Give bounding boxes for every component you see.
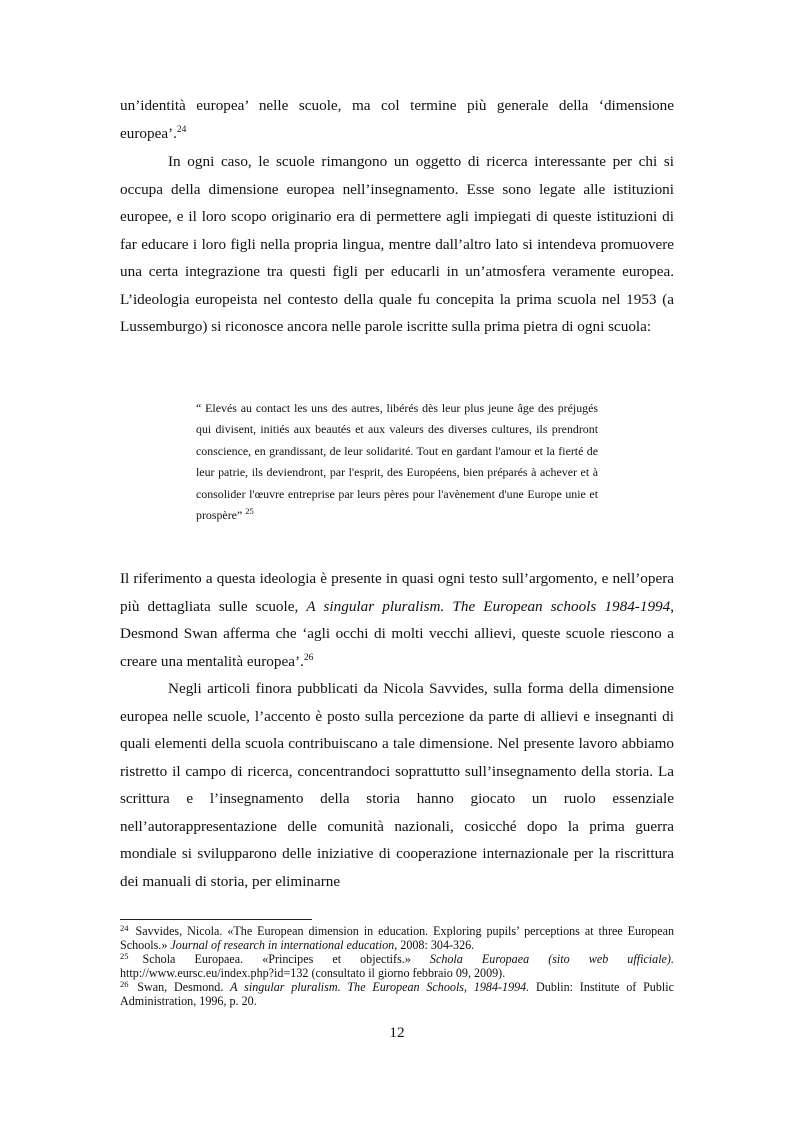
footnote-separator: [120, 919, 312, 920]
footnote-number: 24: [120, 923, 129, 933]
footnote-text-end: , 2008: 304-326.: [394, 937, 475, 952]
block-quote-text: “ Elevés au contact les uns des autres, libérés dès leur plus jeune âge des préjugés qui divisent, initiés aux beautés et aux valeurs des diverses cultures, ils prendront conscience, en grandissant, de leur solidarité. Tout en gardant l'amour et la fierté de leur patrie, ils deviendront, par l'esprit, des Européens, bien préparés à achever et à consolider l'œuvre entreprise par leurs pères pour l'avènement d'une Europe unie et prospère”: [196, 401, 598, 523]
paragraph-3-text-after: , Desmond Swan afferma che ‘agli occhi di molti vecchi allievi, queste scuole riescono a creare una mentalità europea’.: [120, 597, 675, 670]
footnote-text-end: Dublin: Institute of Public Administration, 1996, p. 20.: [120, 980, 674, 1008]
footnote-url[interactable]: http://www.eursc.eu/index.php?id=132 (consultato il giorno febbraio 09, 2009).: [120, 965, 506, 980]
footnote-text: Savvides, Nicola. «The European dimension in education. Exploring pupils’ perceptions at three European Schools.»: [120, 924, 674, 952]
footnote-journal: Journal of research in international education: [170, 937, 395, 952]
footnote-number: 26: [120, 979, 129, 990]
page-number: 12: [389, 1024, 405, 1041]
block-quote: [196, 398, 598, 526]
footnote-book-title: A singular pluralism. The European Schools, 1984-1994.: [230, 980, 530, 995]
paragraph-1-text: un’identità europea’ nelle scuole, ma col termine più generale della ‘dimensione europea’.: [120, 97, 674, 142]
footnote-ref-25[interactable]: 25: [245, 506, 254, 517]
footnote-25: [120, 953, 674, 980]
footnote-site: Schola Europaea (sito web ufficiale).: [429, 952, 674, 967]
footnote-text: Schola Europaea. «Principes et objectifs.»: [142, 952, 411, 967]
paragraph-4: Negli articoli finora pubblicati da Nicola Savvides, sulla forma della dimensione europea nelle scuole, l’accento è posto sulla percezione da parte di allievi e insegnanti di quali elementi della scuola contribuiscano a tale dimensione. Nel presente lavoro abbiamo ristretto il campo di ricerca, concentrandoci soprattutto sull’insegnamento della storia. La scrittura e l’insegnamento della storia hanno giocato un ruolo essenziale nell’autorappresentazione delle comunità nazionali, cosicché dopo la prima guerra mondiale si svilupparono delle iniziative di cooperazione internazionale per la riscrittura dei manuali di storia, per eliminarne: [120, 680, 674, 890]
paragraph-2: In ogni caso, le scuole rimangono un oggetto di ricerca interessante per chi si occupa della dimensione europea nell’insegnamento. Esse sono legate alle istituzioni europee, e il loro scopo originario era di permettere agli impiegati di queste istituzioni di far educare i loro figli nella propria lingua, mentre dall’altro lato si intendeva promuovere una certa integrazione tra questi figli per educarli in un’atmosfera veramente europea. L’ideologia europeista nel contesto della quale fu concepita la prima scuola nel 1953 (a Lussemburgo) si riconosce ancora nelle parole iscritte sulla prima pietra di ogni scuola:: [120, 153, 674, 335]
paragraph-3-text-before: Il riferimento a questa ideologia è presente in quasi ogni testo sull’argomento, e nell’opera più dettagliata sulle scuole,: [120, 570, 674, 615]
book-title: A singular pluralism. The European schools 1984-1994: [306, 597, 671, 615]
paragraph-3: [120, 565, 674, 675]
footnote-ref-26[interactable]: 26: [303, 652, 314, 663]
footnote-24: [120, 925, 674, 952]
footnote-ref-24[interactable]: 24: [176, 124, 187, 135]
paragraph-1: [120, 92, 674, 147]
footnote-26: [120, 981, 674, 1008]
footnotes: [120, 925, 674, 1010]
footnote-text: Swan, Desmond.: [137, 980, 224, 995]
footnote-number: 25: [120, 951, 129, 962]
